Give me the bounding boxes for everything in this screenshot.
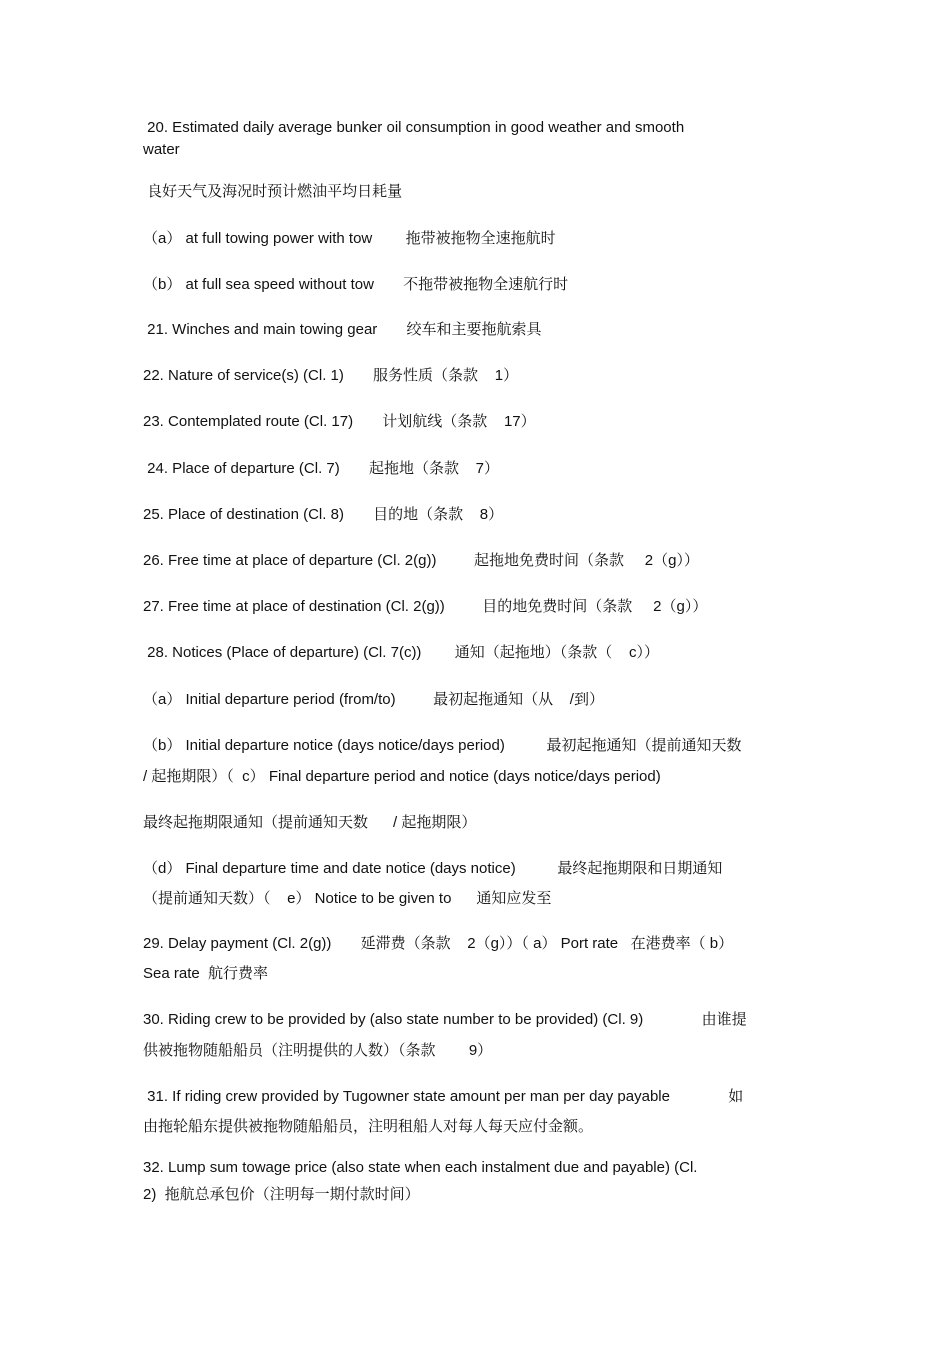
item-27: 27. Free time at place of destination (Cl. 2(g)) 目的地免费时间（条款 2（g））: [143, 598, 708, 615]
item-28b: （b） Initial departure notice (days notice/days period) 最初起拖通知（提前通知天数: [143, 737, 742, 754]
item-32-cont: 2) 拖航总承包价（注明每一期付款时间）: [143, 1186, 420, 1203]
item-20-title: 20. Estimated daily average bunker oil consumption in good weather and smooth: [143, 119, 685, 136]
item-20a: （a） at full towing power with tow 拖带被拖物全速拖航时: [143, 230, 556, 247]
item-28d: （d） Final departure time and date notice (days notice) 最终起拖期限和日期通知: [143, 860, 723, 877]
item-21: 21. Winches and main towing gear 绞车和主要拖航索具: [143, 321, 542, 338]
item-28a: （a） Initial departure period (from/to) 最初起拖通知（从 /到）: [143, 691, 604, 708]
item-22: 22. Nature of service(s) (Cl. 1) 服务性质（条款 1）: [143, 367, 519, 384]
item-24: 24. Place of departure (Cl. 7) 起拖地（条款 7）: [143, 460, 499, 477]
item-28c: / 起拖期限）（ c） Final departure period and notice (days notice/days period): [143, 768, 661, 785]
item-20-chinese: 良好天气及海况时预计燃油平均日耗量: [143, 183, 403, 200]
item-23: 23. Contemplated route (Cl. 17) 计划航线（条款 17）: [143, 413, 536, 430]
item-30: 30. Riding crew to be provided by (also state number to be provided) (Cl. 9) 由谁提: [143, 1011, 747, 1028]
item-30-chinese: 供被拖物随船船员（注明提供的人数）（条款 9）: [143, 1042, 493, 1059]
item-28e: （提前通知天数）（ e） Notice to be given to 通知应发至: [143, 890, 552, 907]
item-29b: Sea rate 航行费率: [143, 965, 269, 982]
item-29: 29. Delay payment (Cl. 2(g)) 延滞费（条款 2（g））（ a） Port rate 在港费率（ b）: [143, 935, 734, 952]
item-28c-chinese: 最终起拖期限通知（提前通知天数 / 起拖期限）: [143, 814, 477, 831]
item-31-chinese: 由拖轮船东提供被拖物随船船员，注明租船人对每人每天应付金额。: [143, 1118, 594, 1135]
item-31: 31. If riding crew provided by Tugowner state amount per man per day payable 如: [143, 1088, 744, 1105]
item-28: 28. Notices (Place of departure) (Cl. 7(c)) 通知（起拖地）（条款（ c））: [143, 644, 659, 661]
item-20-title-cont: water: [143, 141, 180, 158]
item-25: 25. Place of destination (Cl. 8) 目的地（条款 8）: [143, 506, 504, 523]
item-20b: （b） at full sea speed without tow 不拖带被拖物全速航行时: [143, 276, 569, 293]
item-26: 26. Free time at place of departure (Cl. 2(g)) 起拖地免费时间（条款 2（g））: [143, 552, 699, 569]
item-32: 32. Lump sum towage price (also state when each instalment due and payable) (Cl.: [143, 1159, 698, 1176]
